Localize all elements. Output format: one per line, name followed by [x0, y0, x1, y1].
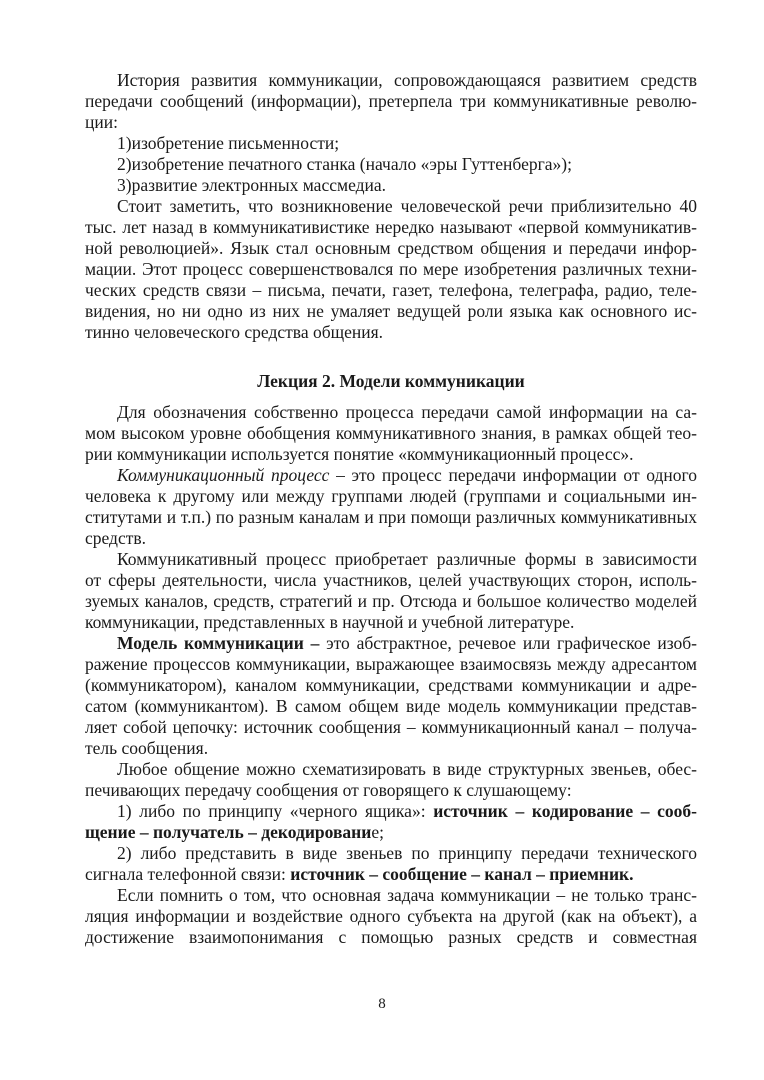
text-line	[85, 423, 697, 444]
text-segment: (коммуникатором), каналом коммуникации, средствами коммуникации и адре-	[85, 675, 697, 695]
text-segment: Если помнить о том, что основная задача коммуникации – не только транс-	[117, 885, 697, 905]
paragraph	[85, 549, 697, 633]
text-segment: ческих средств связи – письма, печати, газет, телефона, телеграфа, радио, теле-	[85, 280, 697, 300]
text-line	[85, 507, 697, 528]
text-segment: 1) либо по принципу «черного ящика»:	[117, 801, 434, 821]
text-segment: сигнала телефонной связи:	[85, 864, 291, 884]
text-segment: коммуникации, представленных в научной и учебной литературе.	[85, 612, 575, 632]
text-line	[85, 154, 697, 175]
paragraph	[85, 885, 697, 948]
text-line	[85, 486, 697, 507]
paragraph	[85, 633, 697, 759]
paragraph	[85, 759, 697, 801]
text-line	[85, 738, 697, 759]
text-segment: Для обозначения собственно процесса передачи самой информации на са-	[117, 402, 697, 422]
text-segment: История развития коммуникации, сопровождающаяся развитием средств	[117, 70, 697, 90]
text-line	[85, 217, 697, 238]
text-line	[85, 196, 697, 217]
text-segment: зуемых каналов, средств, стратегий и пр. Отсюда и большое количество моделей	[85, 591, 697, 611]
text-segment: ститутами и т.п.) по разным каналам и при помощи различных коммуникативных	[85, 507, 697, 527]
section-heading: Лекция 2. Модели коммуникации	[257, 371, 525, 391]
text-segment: ции:	[85, 112, 118, 132]
text-segment: Коммуникативный процесс приобретает различные формы в зависимости	[117, 549, 697, 569]
text-line	[85, 259, 697, 280]
text-segment: сатом (коммуникантом). В самом общем виде модель коммуникации представ-	[85, 696, 697, 716]
text-segment: Стоит заметить, что возникновение человеческой речи приблизительно 40	[117, 196, 697, 216]
text-line	[85, 843, 697, 864]
text-segment: от сферы деятельности, числа участников, целей участвующих сторон, исполь-	[85, 570, 697, 590]
text-line	[85, 759, 697, 780]
paragraph	[85, 133, 697, 154]
text-line	[85, 612, 697, 633]
text-line	[85, 906, 697, 927]
text-line	[85, 465, 697, 486]
text-segment: ляция информации и воздействие одного субъекта на другой (как на объект), а	[85, 906, 697, 926]
text-segment: тыс. лет назад в коммуникативистике нередко называют «первой коммуникатив-	[85, 217, 697, 237]
text-line	[85, 402, 697, 423]
paragraph	[85, 70, 697, 133]
text-segment: ной революцией». Язык стал основным средством общения и передачи инфор-	[85, 238, 697, 258]
text-line	[85, 654, 697, 675]
text-line	[85, 633, 697, 654]
italic-text: Коммуникационный процесс	[117, 465, 330, 485]
text-line	[85, 528, 697, 549]
text-segment: Любое общение можно схематизировать в виде структурных звеньев, обес-	[117, 759, 697, 779]
text-segment: – это процесс передачи информации от одного	[329, 465, 697, 485]
text-segment: это абстрактное, речевое или графическое изоб-	[319, 633, 697, 653]
text-segment: 2) либо представить в виде звеньев по принципу передачи технического	[117, 843, 697, 863]
text-line	[85, 322, 697, 343]
paragraph	[85, 402, 697, 465]
text-segment: рии коммуникации используется понятие «коммуникационный процесс».	[85, 444, 634, 464]
text-line	[85, 444, 697, 465]
bold-text: источник – кодирование – сооб-	[433, 801, 697, 821]
text-line	[85, 70, 697, 91]
paragraph	[85, 465, 697, 549]
text-segment: средств.	[85, 528, 147, 548]
text-segment: 2)изобретение печатного станка (начало «эры Гуттенберга»);	[117, 154, 572, 174]
text-line	[85, 864, 697, 885]
paragraph	[85, 154, 697, 175]
text-segment: передачи сообщений (информации), претерпела три коммуникативные револю-	[85, 91, 697, 111]
text-line	[85, 280, 697, 301]
text-line	[85, 91, 697, 112]
text-segment: мации. Этот процесс совершенствовался по мере изобретения различных техни-	[85, 259, 697, 279]
text-segment: е;	[371, 822, 384, 842]
text-line	[85, 549, 697, 570]
text-line	[85, 301, 697, 322]
text-line	[85, 133, 697, 154]
text-segment: тель сообщения.	[85, 738, 209, 758]
document-body	[85, 70, 697, 948]
paragraph	[85, 196, 697, 343]
text-line	[85, 927, 697, 948]
text-line	[85, 675, 697, 696]
paragraph	[85, 843, 697, 885]
text-segment: видения, но ни одно из них не умаляет ведущей роли языка как основного ис-	[85, 301, 697, 321]
text-segment: достижение взаимопонимания с помощью разных средств и совместная	[85, 927, 697, 947]
text-line	[85, 885, 697, 906]
text-line	[85, 238, 697, 259]
text-line	[85, 591, 697, 612]
text-line	[85, 717, 697, 738]
paragraph	[85, 801, 697, 843]
text-line	[85, 112, 697, 133]
bold-text: Модель коммуникации –	[117, 633, 320, 653]
text-line	[85, 175, 697, 196]
text-segment: печивающих передачу сообщения от говорящего к слушающему:	[85, 780, 572, 800]
text-segment: мом высоком уровне обобщения коммуникативного знания, в рамках общей тео-	[85, 423, 697, 443]
text-segment: 3)развитие электронных массмедиа.	[117, 175, 387, 195]
text-segment: 1)изобретение письменности;	[117, 133, 340, 153]
text-segment: тинно человеческого средства общения.	[85, 322, 384, 342]
text-line	[85, 822, 697, 843]
bold-text: источник – сообщение – канал – приемник.	[290, 864, 634, 884]
text-line	[85, 570, 697, 591]
text-segment: человека к другому или между группами людей (группами и социальными ин-	[85, 486, 697, 506]
page-number: 8	[378, 996, 386, 1012]
text-line	[85, 801, 697, 822]
text-line	[85, 696, 697, 717]
text-line	[85, 780, 697, 801]
paragraph	[85, 175, 697, 196]
bold-text: щение – получатель – декодировани	[85, 822, 372, 842]
text-segment: ляет собой цепочку: источник сообщения – коммуникационный канал – получа-	[85, 717, 697, 737]
text-segment: ражение процессов коммуникации, выражающее взаимосвязь между адресантом	[85, 654, 697, 674]
